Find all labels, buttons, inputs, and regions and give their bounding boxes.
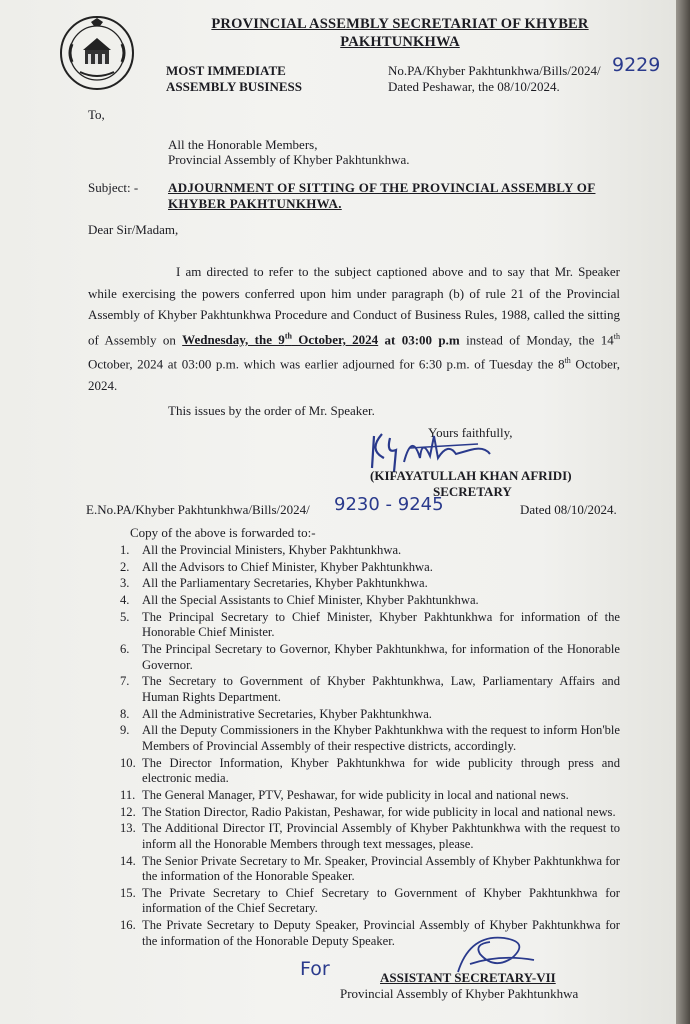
salutation: Dear Sir/Madam, [88, 222, 179, 237]
list-item [120, 805, 620, 821]
list-item-text: All the Deputy Commissioners in the Khyber Pakhtunkhwa with the request to inform Hon'ble Members of Provincial Assembly of their respective districts, accordingly. [142, 723, 620, 753]
distribution-list [120, 543, 620, 950]
body-text-part1: I am directed to refer to the subject captioned above and to say that Mr. Speaker while exercising the powers conferred upon him under paragraph (b) of rule 21 of the Provincial Assembly of Khyber Pakhtunkhwa Procedure and Conduct of Business Rules, 1988, called the sitting of Assembly on [88, 264, 620, 347]
endorsement-reference: E.No.PA/Khyber Pakhtunkhwa/Bills/2024/ [86, 502, 310, 517]
priority-line1: MOST IMMEDIATE [166, 63, 286, 78]
endorsement-date: Dated 08/10/2024. [520, 502, 617, 517]
list-item-text: The Private Secretary to Deputy Speaker, Provincial Assembly of Khyber Pakhtunkhwa for the information of the Honorable Deputy Speaker. [142, 918, 620, 948]
priority-line2: ASSEMBLY BUSINESS [166, 79, 302, 94]
meeting-date-sup: th [284, 331, 292, 341]
list-item [120, 576, 620, 592]
to-label: To, [88, 107, 105, 122]
handwritten-for: For [300, 958, 330, 980]
list-item-number: 6. [120, 642, 130, 657]
body-text-part4: October, 2024. [88, 356, 620, 394]
provincial-assembly-emblem-icon [58, 14, 136, 92]
list-item [120, 610, 620, 641]
list-item-number: 1. [120, 543, 130, 557]
list-item-number: 7. [120, 674, 130, 689]
body-paragraph [88, 261, 620, 397]
letterhead-title-line2: PAKHTUNKHWA [340, 34, 460, 50]
letter-body [88, 261, 620, 397]
closing-yours-faithfully: Yours faithfully, [428, 425, 513, 440]
list-item-text: The Private Secretary to Chief Secretary to Government of Khyber Pakhtunkhwa for information of the Chief Secretary. [142, 885, 620, 916]
list-item-text: The Senior Private Secretary to Mr. Speaker, Provincial Assembly of Khyber Pakhtunkhwa for the information of the Honorable Speaker. [142, 853, 620, 884]
list-item-text: The Secretary to Government of Khyber Pakhtunkhwa, Law, Parliamentary Affairs and Human Rights Department. [142, 674, 620, 704]
list-item [120, 560, 620, 576]
footer-designation: ASSISTANT SECRETARY-VII [380, 970, 556, 985]
body-sup2: th [613, 331, 620, 341]
list-item-number: 12. [120, 804, 136, 819]
list-item [120, 886, 620, 917]
letterhead-title-line1: PROVINCIAL ASSEMBLY SECRETARIAT OF KHYBER [211, 16, 589, 32]
list-item [120, 593, 620, 609]
signatory-name: (KIFAYATULLAH KHAN AFRIDI) [370, 468, 572, 483]
reference-date: Dated Peshawar, the 08/10/2024. [388, 79, 560, 94]
list-item [120, 821, 620, 852]
list-item-number: 8. [120, 706, 130, 721]
addressee-line1: All the Honorable Members, [168, 137, 318, 152]
list-item-text: All the Special Assistants to Chief Minister, Khyber Pakhtunkhwa. [142, 593, 479, 608]
list-item-number: 3. [120, 576, 130, 591]
list-item [120, 723, 620, 754]
list-item-text: The Principal Secretary to Governor, Khyber Pakhtunkhwa, for information of the Honorable Governor. [142, 642, 620, 672]
page-edge-shadow [676, 0, 690, 1024]
list-item [120, 788, 620, 804]
list-item [120, 756, 620, 787]
footer-office: Provincial Assembly of Khyber Pakhtunkhwa [340, 986, 579, 1001]
meeting-date-a: Wednesday, the 9 [182, 331, 285, 347]
list-item [120, 543, 620, 559]
subject-line1: ADJOURNMENT OF SITTING OF THE PROVINCIAL ASSEMBLY OF [168, 180, 596, 195]
meeting-date-emphasis [182, 332, 378, 347]
forwarded-to-intro: Copy of the above is forwarded to:- [130, 525, 316, 540]
signatory-designation: SECRETARY [433, 484, 512, 499]
list-item-text: All the Provincial Ministers, Khyber Pakhtunkhwa. [142, 543, 402, 557]
list-item-number: 14. [120, 853, 136, 868]
list-item-text: All the Advisors to Chief Minister, Khyber Pakhtunkhwa. [142, 559, 433, 574]
list-item-number: 13. [120, 821, 136, 836]
list-item-number: 9. [120, 723, 130, 738]
list-item-text: The Station Director, Radio Pakistan, Peshawar, for wide publicity in local and national news. [142, 804, 616, 819]
list-item-text: All the Administrative Secretaries, Khyber Pakhtunkhwa. [142, 706, 432, 721]
list-item [120, 854, 620, 885]
list-item [120, 918, 620, 949]
reference-number: No.PA/Khyber Pakhtunkhwa/Bills/2024/ [388, 63, 601, 78]
list-item-text: The Principal Secretary to Chief Minister, Khyber Pakhtunkhwa for information of the Honorable Chief Minister. [142, 609, 620, 640]
body-text-part3: October, 2024 at 03:00 p.m. which was earlier adjourned for 6:30 p.m. of Tuesday the 8 [88, 356, 565, 372]
list-item-number: 2. [120, 559, 130, 574]
meeting-date-b: October, 2024 [291, 331, 379, 347]
list-item [120, 707, 620, 723]
order-line: This issues by the order of Mr. Speaker. [168, 403, 375, 418]
list-item-text: All the Parliamentary Secretaries, Khyber Pakhtunkhwa. [142, 576, 428, 591]
list-item-number: 4. [120, 593, 130, 608]
list-item-text: The Director Information, Khyber Pakhtunkhwa for wide publicity through press and electronic media. [142, 755, 620, 786]
subject-text [168, 180, 620, 212]
list-item-number: 10. [120, 755, 136, 770]
list-item [120, 642, 620, 673]
addressee-line2: Provincial Assembly of Khyber Pakhtunkhwa. [168, 152, 410, 167]
subject-line2: KHYBER PAKHTUNKHWA. [168, 196, 342, 211]
list-item-number: 15. [120, 885, 136, 900]
subject-label: Subject: - [88, 180, 139, 195]
list-item-number: 5. [120, 609, 130, 624]
handwritten-endorsement-numbers: 9230 - 9245 [334, 494, 444, 515]
body-text-part2: instead of Monday, the 14 [459, 331, 614, 347]
list-item-number: 11. [120, 787, 136, 802]
handwritten-reference-number: 9229 [612, 54, 661, 76]
list-item-text: The Additional Director IT, Provincial Assembly of Khyber Pakhtunkhwa with the request to inform all the Honorable Members through text messages, please. [142, 821, 620, 851]
list-item-number: 16. [120, 918, 136, 933]
list-item-text: The General Manager, PTV, Peshawar, for wide publicity in local and national news. [142, 787, 569, 802]
list-item [120, 674, 620, 705]
body-sup3: th [564, 356, 571, 366]
meeting-time: at 03:00 p.m [378, 331, 460, 347]
